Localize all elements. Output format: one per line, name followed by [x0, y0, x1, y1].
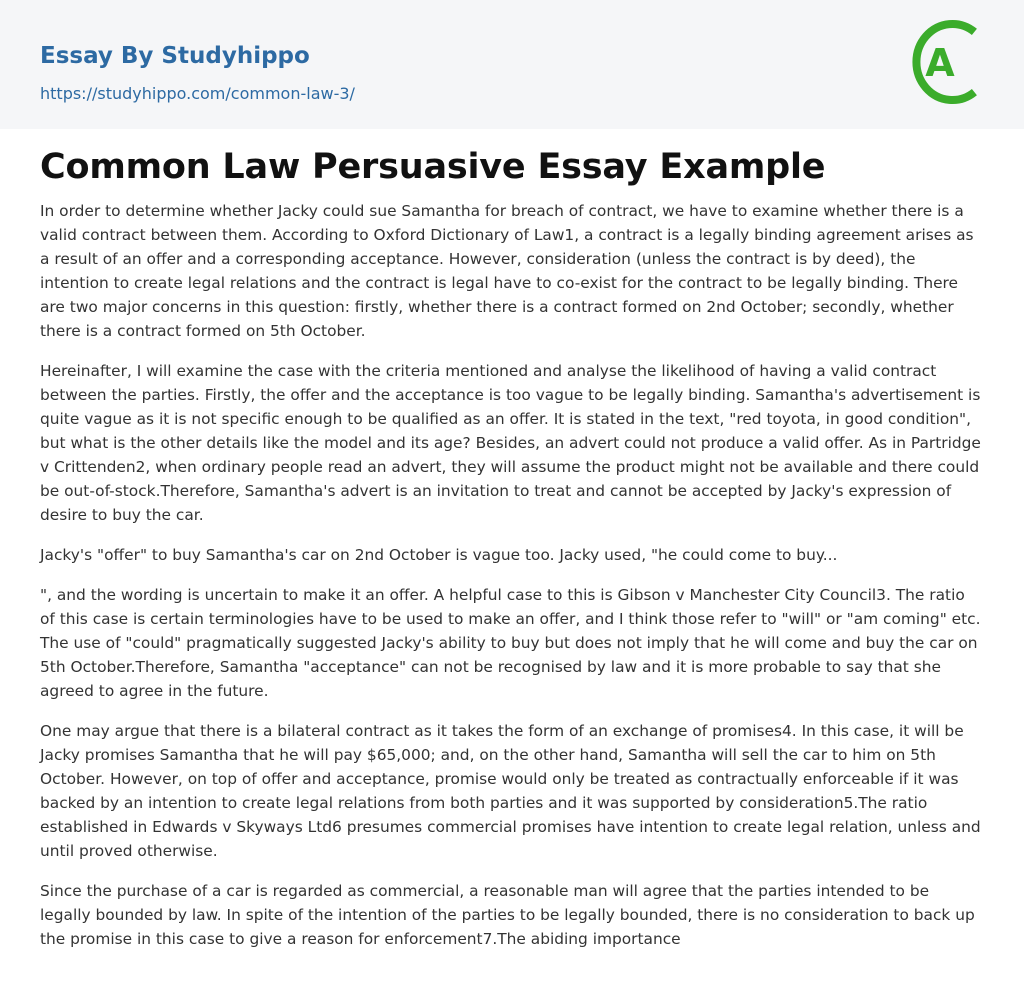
site-header [0, 0, 1024, 129]
paragraph-1: In order to determine whether Jacky could sue Samantha for breach of contract, we have to examine whether there is a valid contract between them. According to Oxford Dictionary of Law1, a contract is a legally binding agreement arises as a result of an offer and a corresponding acceptance. However, consideration (unless the contract is by deed), the intention to create legal relations and the contract is legal have to co-exist for the contract to be legally binding. There are two major concerns in this question: firstly, whether there is a contract formed on 2nd October; secondly, whether there is a contract formed on 5th October. [40, 202, 974, 340]
site-title[interactable]: Essay By Studyhippo [40, 43, 310, 69]
article [40, 143, 984, 967]
paragraph-4: ", and the wording is uncertain to make it an offer. A helpful case to this is Gibson v Manchester City Council3. The ratio of this case is certain terminologies have to be used to make an offer, and I think those refer to "will" or "am coming" etc. The use of "could" pragmatically suggested Jacky's ability to buy but does not imply that he will come and buy the car on 5th October.Therefore, Samantha "acceptance" can not be recognised by law and it is more probable to say that she agreed to agree in the future. [40, 586, 981, 700]
paragraph-6: Since the purchase of a car is regarded as commercial, a reasonable man will agree that the parties intended to be legally bounded by law. In spite of the intention of the parties to be legally bounded, there is no consideration to back up the promise in this case to give a reason for enforcement7.The abiding importance [40, 882, 975, 948]
svg-text:A: A [925, 41, 955, 85]
page-title: Common Law Persuasive Essay Example [40, 147, 826, 187]
studyhippo-logo-icon[interactable] [908, 18, 988, 106]
paragraph-5: One may argue that there is a bilateral contract as it takes the form of an exchange of promises4. In this case, it will be Jacky promises Samantha that he will pay $65,000; and, on the other hand, Samantha will sell the car to him on 5th October. However, on top of offer and acceptance, promise would only be treated as contractually enforceable if it was backed by an intention to create legal relations from both parties and it was supported by consideration5.The ratio established in Edwards v Skyways Ltd6 presumes commercial promises have intention to create legal relation, unless and until proved otherwise. [40, 722, 981, 860]
paragraph-2: Hereinafter, I will examine the case with the criteria mentioned and analyse the likelihood of having a valid contract between the parties. Firstly, the offer and the acceptance is too vague to be legally binding. Samantha's advertisement is quite vague as it is not specific enough to be qualified as an offer. It is stated in the text, "red toyota, in good condition", but what is the other details like the model and its age? Besides, an advert could not produce a valid offer. As in Partridge v Crittenden2, when ordinary people read an advert, they will assume the product might not be available and there could be out-of-stock.Therefore, Samantha's advert is an invitation to treat and cannot be accepted by Jacky's expression of desire to buy the car. [40, 362, 981, 524]
source-url-link[interactable]: https://studyhippo.com/common-law-3/ [40, 84, 355, 103]
paragraph-3: Jacky's "offer" to buy Samantha's car on 2nd October is vague too. Jacky used, "he could come to buy... [40, 546, 838, 564]
